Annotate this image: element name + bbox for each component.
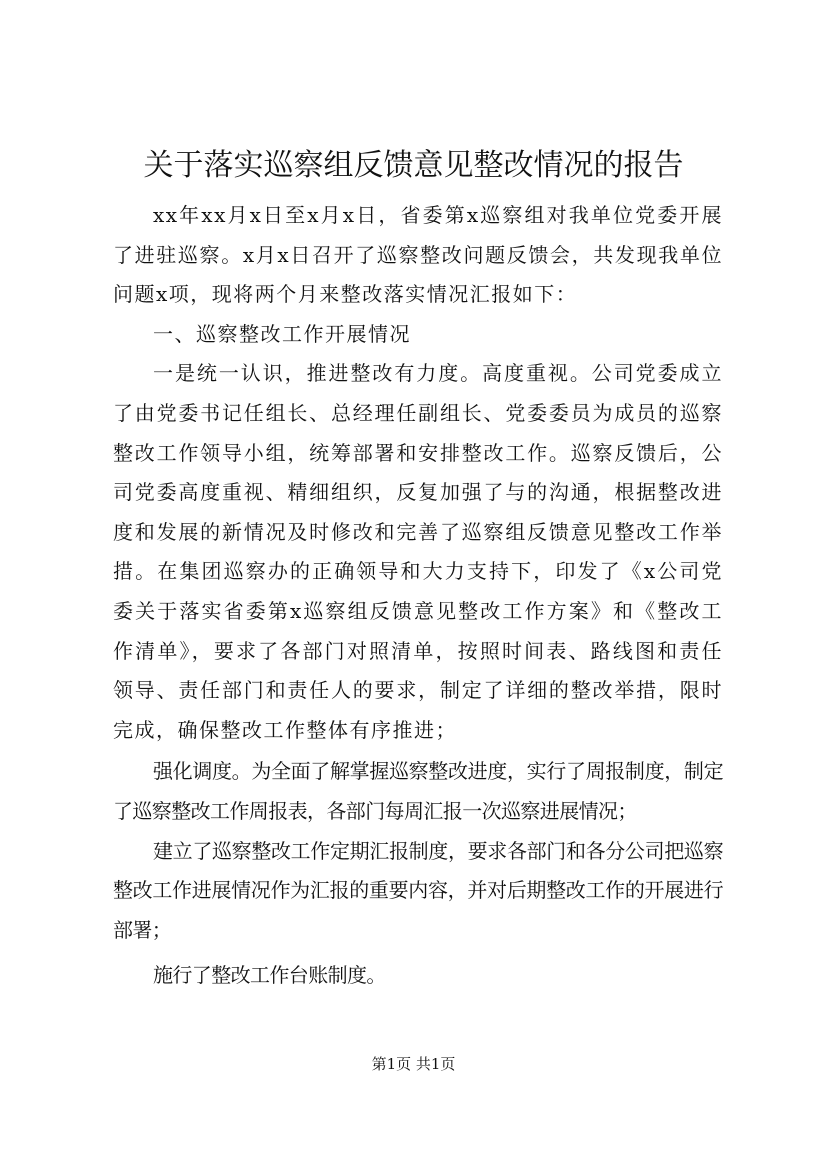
body-paragraph: 建立了巡察整改工作定期汇报制度，要求各部门和各分公司把巡察整改工作进展情况作为汇报的重要内容，并对后期整改工作的开展进行部署； [113, 838, 723, 942]
intro-paragraph: xx年xx月x日至x月x日，省委第x巡察组对我单位党委开展了进驻巡察。x月x日召开了巡察整改问题反馈会，共发现我单位问题x项，现将两个月来整改落实情况汇报如下： [113, 203, 723, 307]
body-paragraph: 施行了整改工作台账制度。 [153, 963, 386, 988]
page-number-footer: 第1页 共1页 [371, 1055, 456, 1073]
body-paragraph: 一是统一认识，推进整改有力度。高度重视。公司党委成立了由党委书记任组长、总经理任副组长、党委委员为成员的巡察整改工作领导小组，统筹部署和安排整改工作。巡察反馈后，公司党委高度重视、精细组织，反复加强了与的沟通，根据整改进度和发展的新情况及时修改和完善了巡察组反馈意见整改工作举措。在集团巡察办的正确领导和大力支持下，印发了《x公司党委关于落实省委第x巡察组反馈意见整改工作方案》和《整改工作清单》，要求了各部门对照清单，按照时间表、路线图和责任领导、责任部门和责任人的要求，制定了详细的整改举措，限时完成，确保整改工作整体有序推进； [113, 361, 723, 742]
document-body [113, 196, 723, 996]
document-title: 关于落实巡察组反馈意见整改情况的报告 [143, 148, 684, 183]
body-paragraph: 强化调度。为全面了解掌握巡察整改进度，实行了周报制度，制定了巡察整改工作周报表，各部门每周汇报一次巡察进展情况； [113, 759, 723, 823]
section-heading: 一、巡察整改工作开展情况 [153, 321, 411, 346]
